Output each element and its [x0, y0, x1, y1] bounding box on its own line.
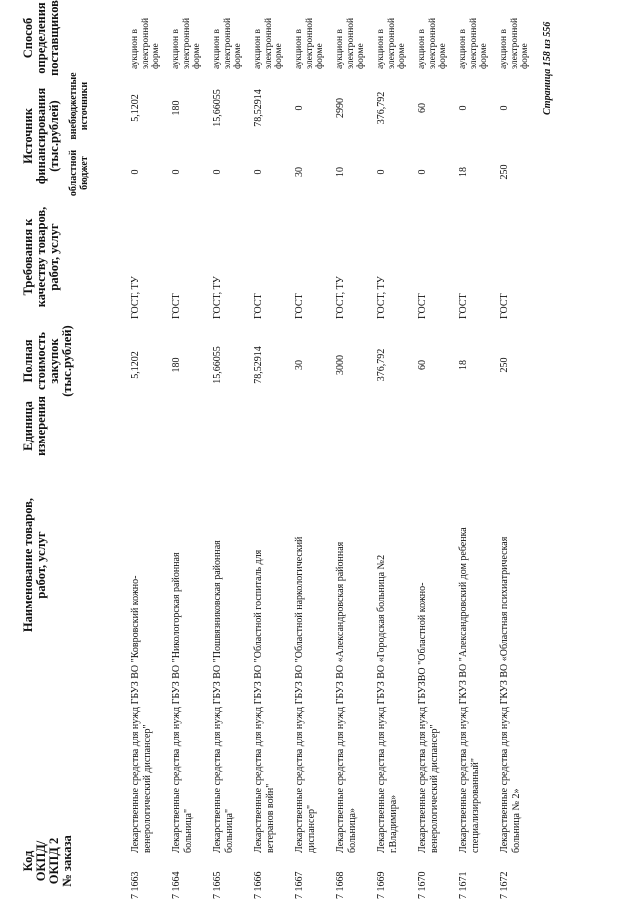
row-cost: 60 — [417, 360, 428, 370]
header-source-regional: областной бюджет — [68, 149, 90, 197]
page-number: Страница 158 из 556 — [542, 21, 553, 115]
header-source-offbudget: внебюджетные источники — [68, 72, 90, 140]
row-code: 7 1666 — [253, 871, 264, 899]
row-method: аукцион в электронной форме — [499, 17, 530, 69]
row-quality: ГОСТ — [499, 293, 510, 319]
row-regional: 0 — [376, 169, 387, 175]
row-name: Лекарственные средства для нужд ГБУЗ ВО "Областной госпиталь для ветеранов войн" — [253, 549, 276, 853]
row-offbudget: 0 — [294, 105, 305, 111]
row-quality: ГОСТ, ТУ — [376, 276, 387, 319]
row-code: 7 1664 — [171, 871, 182, 899]
row-cost: 250 — [499, 357, 510, 373]
row-code: 7 1665 — [212, 871, 223, 899]
row-name: Лекарственные средства для нужд ГКУЗ ВО "Александровский дом ребенка специализированный" — [458, 527, 481, 853]
row-code: 7 1670 — [417, 871, 428, 899]
row-offbudget: 78,52914 — [253, 89, 264, 127]
row-quality: ГОСТ — [171, 293, 182, 319]
header-unit: Единица измерения — [21, 396, 48, 456]
row-offbudget: 60 — [417, 103, 428, 113]
row-regional: 10 — [335, 167, 346, 177]
row-offbudget: 0 — [499, 105, 510, 111]
row-cost: 5,1202 — [130, 351, 141, 379]
row-name: Лекарственные средства для нужд ГБУЗ ВО "Пошвязниковская районная больница" — [212, 540, 235, 853]
row-code: 7 1671 — [458, 871, 469, 899]
row-quality: ГОСТ — [294, 293, 305, 319]
row-cost: 18 — [458, 360, 469, 370]
row-method: аукцион в электронной форме — [253, 17, 284, 69]
row-regional: 0 — [130, 169, 141, 175]
row-name: Лекарственные средства для нужд ГБУЗ ВО "Областной наркологический диспансер" — [294, 536, 317, 853]
row-method: аукцион в электронной форме — [417, 17, 448, 69]
header-method: Способ определения поставщиков — [21, 0, 61, 76]
row-quality: ГОСТ — [417, 293, 428, 319]
row-offbudget: 376,792 — [376, 91, 387, 125]
row-cost: 15,66055 — [212, 346, 223, 384]
row-cost: 3000 — [335, 355, 346, 375]
header-name: Наименование товаров, работ, услуг — [21, 497, 48, 633]
row-name: Лекарственные средства для нужд ГБУЗ ВО "Никологорская районная больница" — [171, 552, 194, 853]
row-offbudget: 5,1202 — [130, 94, 141, 122]
row-offbudget: 15,66055 — [212, 89, 223, 127]
row-method: аукцион в электронной форме — [458, 17, 489, 69]
row-name: Лекарственные средства для нужд ГКУЗ ВО «Областная психиатрическая больница № 2» — [499, 536, 522, 853]
row-quality: ГОСТ — [458, 293, 469, 319]
row-regional: 0 — [212, 169, 223, 175]
row-quality: ГОСТ, ТУ — [212, 276, 223, 319]
row-regional: 0 — [417, 169, 428, 175]
row-regional: 30 — [294, 167, 305, 177]
row-method: аукцион в электронной форме — [130, 17, 161, 69]
header-cost: Полная стоимость закупок (тыс.рублей) — [21, 325, 74, 397]
header-code: Код ОКПД/ ОКПД 2 № заказа — [21, 835, 74, 887]
row-regional: 0 — [253, 169, 264, 175]
row-code: 7 1667 — [294, 871, 305, 899]
row-cost: 78,52914 — [253, 346, 264, 384]
row-quality: ГОСТ, ТУ — [130, 276, 141, 319]
row-offbudget: 180 — [171, 100, 182, 116]
row-method: аукцион в электронной форме — [335, 17, 366, 69]
row-regional: 0 — [171, 169, 182, 175]
row-code: 7 1663 — [130, 871, 141, 899]
row-code: 7 1668 — [335, 871, 346, 899]
row-quality: ГОСТ — [253, 293, 264, 319]
row-name: Лекарственные средства для нужд ГБУЗ ВО «Александровская районная больница» — [335, 541, 358, 853]
header-source: Источник финансирования (тыс.рублей) — [21, 87, 61, 185]
row-quality: ГОСТ, ТУ — [335, 276, 346, 319]
row-code: 7 1672 — [499, 871, 510, 899]
row-offbudget: 0 — [458, 105, 469, 111]
header-quality: Требования к качеству товаров, работ, услуг — [21, 206, 61, 308]
row-name: Лекарственные средства для нужд ГБУЗ ВО «Городская больница №2 г.Владимира» — [376, 554, 399, 853]
row-method: аукцион в электронной форме — [171, 17, 202, 69]
row-cost: 376,792 — [376, 348, 387, 382]
row-cost: 180 — [171, 357, 182, 373]
row-method: аукцион в электронной форме — [294, 17, 325, 69]
row-method: аукцион в электронной форме — [212, 17, 243, 69]
row-regional: 250 — [499, 164, 510, 180]
row-regional: 18 — [458, 167, 469, 177]
row-name: Лекарственные средства для нужд ГБУЗ ВО "Ковровский кожно-венерологический диспансер" — [130, 575, 153, 853]
row-method: аукцион в электронной форме — [376, 17, 407, 69]
row-code: 7 1669 — [376, 871, 387, 899]
row-name: Лекарственные средства для нужд ГБУЗВО "Областной кожно-венерологический диспансер" — [417, 582, 440, 853]
row-cost: 30 — [294, 360, 305, 370]
row-offbudget: 2990 — [335, 98, 346, 118]
